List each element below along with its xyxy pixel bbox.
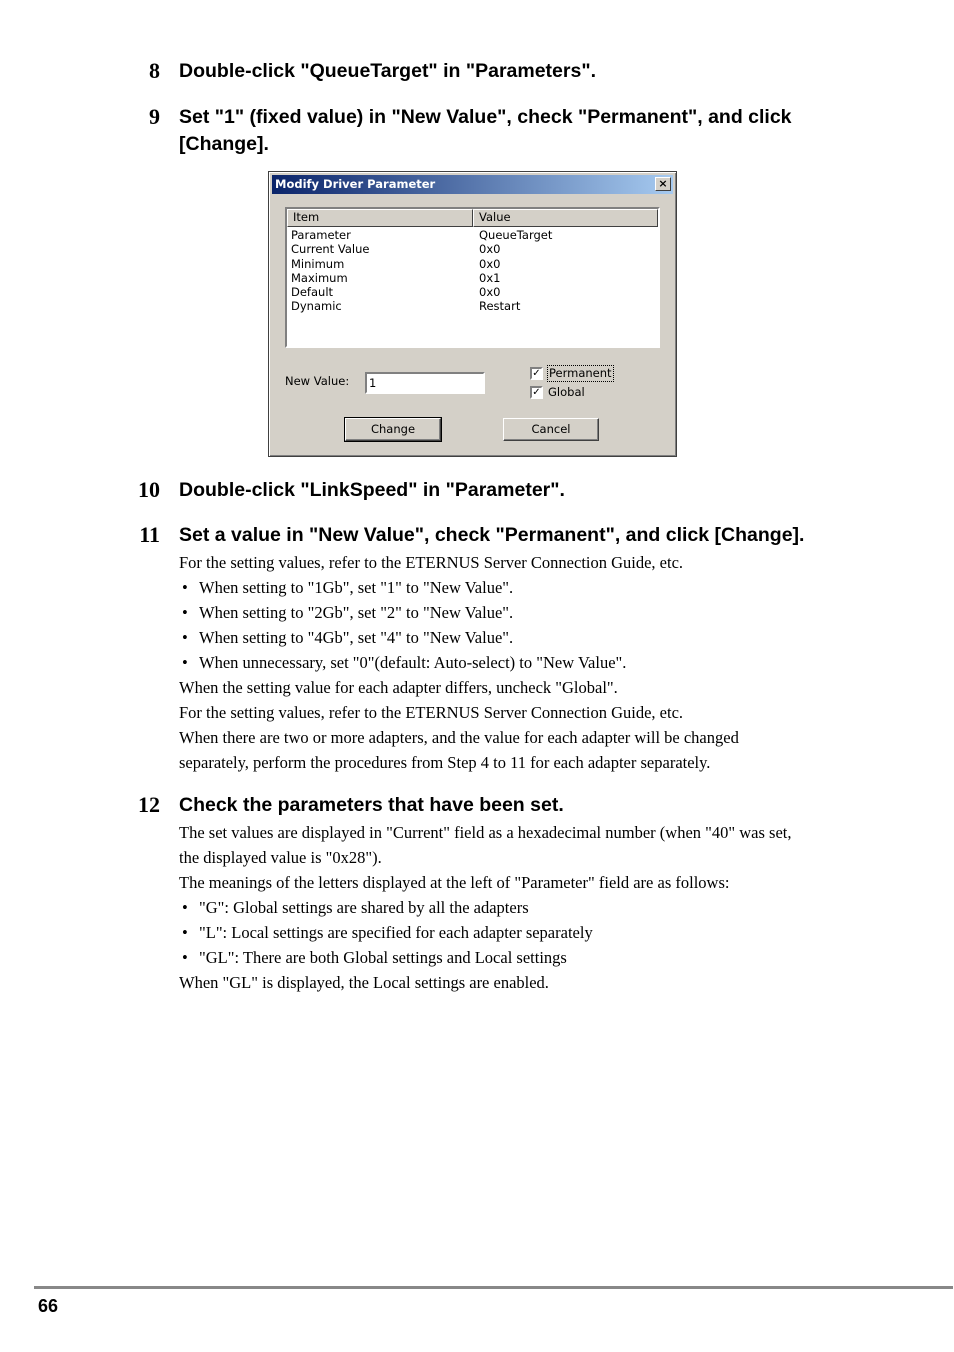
step-title-line: [Change]. [179, 133, 269, 155]
bullet-item: • When setting to "4Gb", set "4" to "New Value". [179, 625, 879, 650]
list-item[interactable] [291, 285, 658, 299]
step-body [179, 550, 879, 775]
checkbox-check-icon[interactable]: ✓ [530, 386, 543, 399]
bullet-item: • When setting to "1Gb", set "1" to "New Value". [179, 575, 879, 600]
paragraph-line: the displayed value is "0x28"). [179, 848, 382, 867]
value-cell: 0x0 [479, 242, 501, 257]
bullet-item: • "G": Global settings are shared by all the adapters [179, 895, 879, 920]
paragraph-line: For the setting values, refer to the ETERNUS Server Connection Guide, etc. [179, 553, 684, 572]
item-cell: Current Value [291, 242, 370, 257]
new-value-field[interactable]: 1 [365, 372, 485, 394]
bullet-item: • "L": Local settings are specified for each adapter separately [179, 920, 879, 945]
dialog-titlebar [272, 175, 673, 194]
dialog-title: Modify Driver Parameter [275, 177, 436, 191]
step-number: 9 [149, 104, 160, 129]
list-item[interactable] [291, 271, 658, 285]
paragraph-line: When "GL" is displayed, the Local settings are enabled. [179, 973, 549, 992]
global-checkbox[interactable] [530, 385, 640, 401]
list-item[interactable] [291, 242, 658, 256]
permanent-label: Permanent [549, 366, 612, 380]
checkbox-check-icon[interactable]: ✓ [530, 367, 543, 380]
permanent-checkbox[interactable] [530, 366, 640, 382]
step-number: 12 [138, 792, 160, 817]
new-value-label: New Value: [285, 374, 350, 388]
step-body [179, 820, 879, 995]
value-cell: Restart [479, 299, 521, 314]
paragraph-line: For the setting values, refer to the ETERNUS Server Connection Guide, etc. [179, 703, 684, 722]
bullet-item: • When unnecessary, set "0"(default: Auto-select) to "New Value". [179, 650, 879, 675]
item-cell: Dynamic [291, 299, 342, 314]
parameter-list[interactable] [285, 207, 660, 348]
change-button[interactable]: Change [345, 418, 441, 441]
column-header-item[interactable]: Item [287, 209, 473, 227]
step-title-line: Set "1" (fixed value) in "New Value", check "Permanent", and click [179, 106, 792, 128]
item-cell: Minimum [291, 256, 345, 271]
step-title: Check the parameters that have been set. [179, 794, 564, 816]
item-cell: Parameter [291, 228, 351, 242]
item-cell: Default [291, 285, 334, 300]
step-title: Set a value in "New Value", check "Permanent", and click [Change]. [179, 524, 805, 546]
value-cell: 0x0 [479, 256, 501, 271]
value-cell: 0x0 [479, 285, 501, 300]
step-title [179, 104, 869, 158]
cancel-button[interactable]: Cancel [503, 418, 599, 441]
paragraph-line: When the setting value for each adapter differs, uncheck "Global". [179, 678, 618, 697]
close-icon[interactable]: × [655, 177, 671, 191]
step-title: Double-click "LinkSpeed" in "Parameter". [179, 479, 565, 501]
value-cell: QueueTarget [479, 228, 553, 242]
step-number: 11 [139, 522, 160, 547]
paragraph-line: The set values are displayed in "Current" field as a hexadecimal number (when "40" was set, [179, 823, 792, 842]
item-cell: Maximum [291, 270, 348, 285]
column-header-value[interactable]: Value [473, 209, 658, 227]
paragraph-line: separately, perform the procedures from Step 4 to 11 for each adapter separately. [179, 753, 711, 772]
footer-divider [34, 1286, 953, 1289]
step-title: Double-click "QueueTarget" in "Parameters". [179, 60, 596, 82]
value-cell: 0x1 [479, 270, 501, 285]
list-item[interactable] [291, 228, 658, 242]
list-item[interactable] [291, 257, 658, 271]
page-number: 66 [38, 1296, 59, 1316]
bullet-item: • "GL": There are both Global settings and Local settings [179, 945, 879, 970]
paragraph-line: When there are two or more adapters, and the value for each adapter will be changed [179, 728, 739, 747]
list-item[interactable] [291, 299, 658, 313]
step-number: 10 [138, 477, 160, 502]
bullet-item: • When setting to "2Gb", set "2" to "New Value". [179, 600, 879, 625]
list-rows [291, 228, 658, 314]
modify-driver-parameter-dialog [268, 171, 677, 457]
list-header [287, 209, 658, 227]
global-label: Global [548, 385, 585, 399]
paragraph-line: The meanings of the letters displayed at the left of "Parameter" field are as follows: [179, 873, 730, 892]
step-number: 8 [149, 58, 160, 83]
